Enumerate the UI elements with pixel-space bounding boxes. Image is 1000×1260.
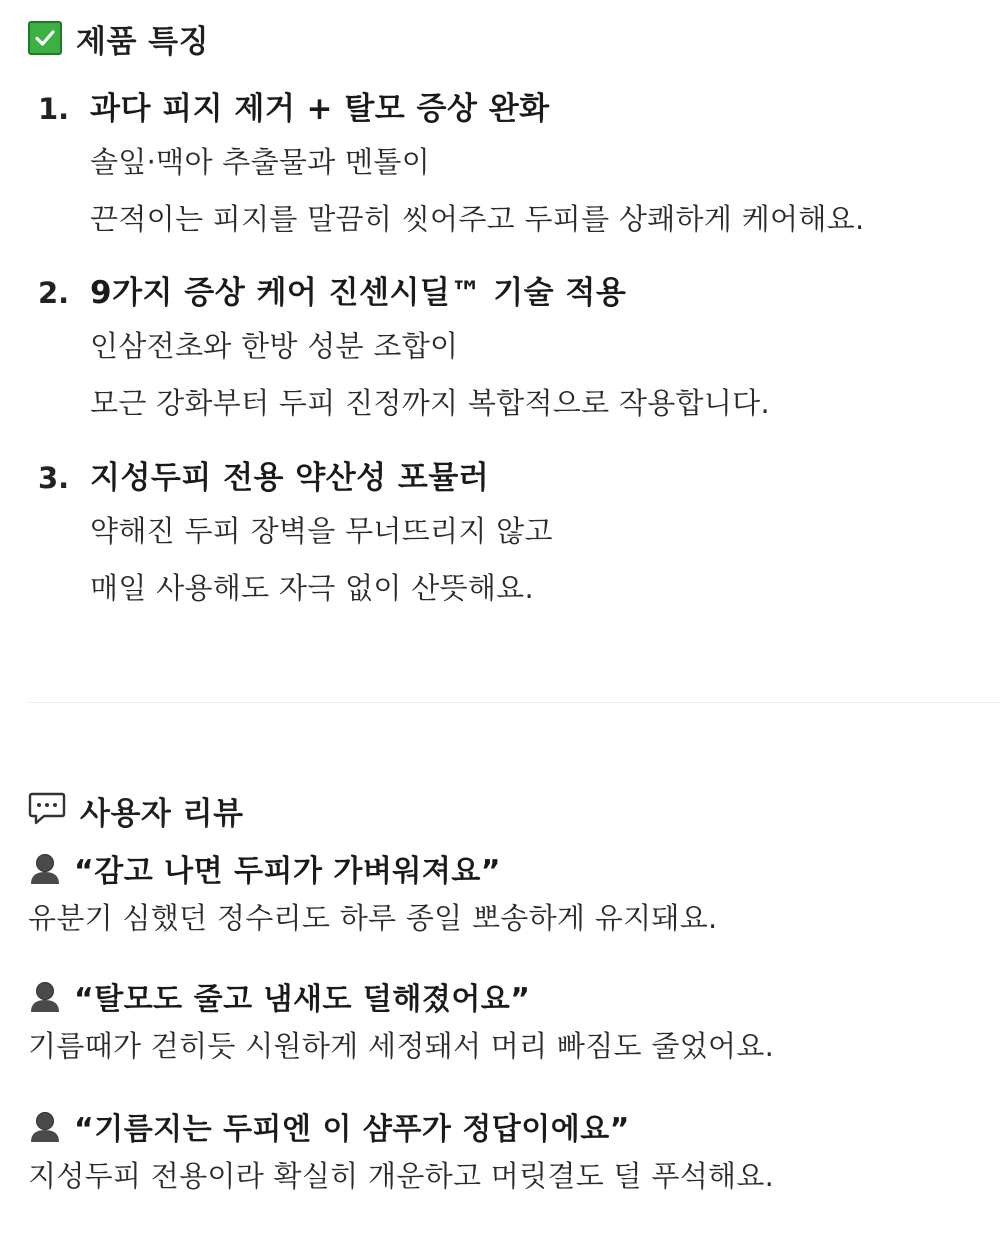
feature-item-1 xyxy=(38,84,988,248)
feature-number: 3. xyxy=(38,461,70,495)
review-body: 유분기 심했던 정수리도 하루 종일 뽀송하게 유지돼요. xyxy=(28,901,718,935)
review-quote: “탈모도 줄고 냄새도 덜해졌어요” xyxy=(74,982,531,1017)
section-divider xyxy=(28,702,1000,703)
review-item-1 xyxy=(28,846,988,946)
reviews-heading-title: 사용자 리뷰 xyxy=(80,795,244,832)
feature-description-line: 인삼전초와 한방 성분 조합이 xyxy=(90,329,459,363)
feature-item-2 xyxy=(38,268,988,432)
speech-balloon-icon xyxy=(28,790,66,830)
feature-description-line: 매일 사용해도 자극 없이 산뜻해요. xyxy=(90,571,534,605)
review-quote: “기름지는 두피엔 이 샴푸가 정답이에요” xyxy=(74,1112,630,1147)
review-quote: “감고 나면 두피가 가벼워져요” xyxy=(74,854,502,889)
feature-number: 2. xyxy=(38,276,70,310)
review-body: 지성두피 전용이라 확실히 개운하고 머릿결도 덜 푸석해요. xyxy=(28,1159,775,1193)
check-mark-button-icon xyxy=(28,21,62,55)
review-item-3 xyxy=(28,1104,988,1204)
feature-description-line: 끈적이는 피지를 말끔히 씻어주고 두피를 상쾌하게 케어해요. xyxy=(90,202,865,236)
feature-title: 지성두피 전용 약산성 포뮬러 xyxy=(90,460,490,496)
review-item-2 xyxy=(28,974,988,1074)
review-body: 기름때가 걷히듯 시원하게 세정돼서 머리 빠짐도 줄었어요. xyxy=(28,1029,775,1063)
reviews-heading xyxy=(28,790,244,830)
features-heading-title: 제품 특징 xyxy=(76,23,210,60)
feature-number: 1. xyxy=(38,92,70,126)
person-silhouette-icon xyxy=(28,851,62,885)
person-silhouette-icon xyxy=(28,979,62,1013)
person-silhouette-icon xyxy=(28,1109,62,1143)
features-heading xyxy=(28,18,209,58)
feature-item-3 xyxy=(38,453,988,617)
feature-description-line: 모근 강화부터 두피 진정까지 복합적으로 작용합니다. xyxy=(90,386,771,420)
feature-description-line: 약해진 두피 장벽을 무너뜨리지 않고 xyxy=(90,514,553,548)
feature-title: 9가지 증상 케어 진센시딜™ 기술 적용 xyxy=(90,275,627,311)
feature-title: 과다 피지 제거 + 탈모 증상 완화 xyxy=(90,91,550,127)
feature-description-line: 솔잎·맥아 추출물과 멘톨이 xyxy=(90,145,431,179)
